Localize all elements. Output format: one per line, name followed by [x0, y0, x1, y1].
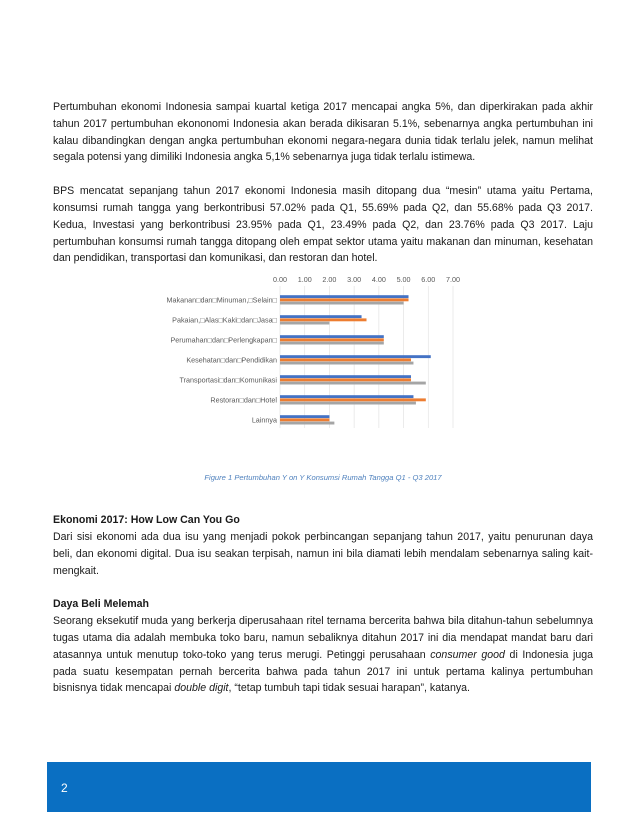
bar-q2: [280, 419, 329, 422]
bar-q3: [280, 342, 384, 345]
x-tick-label: 0.00: [273, 275, 287, 285]
x-tick-label: 6.00: [421, 275, 436, 285]
bar-q3: [280, 362, 413, 365]
x-tick-label: 1.00: [297, 275, 312, 285]
bar-q1: [280, 315, 362, 318]
x-tick-label: 7.00: [446, 275, 460, 285]
bar-q2: [280, 299, 409, 302]
bar-q1: [280, 295, 409, 298]
x-tick-label: 4.00: [371, 275, 386, 285]
bar-q1: [280, 415, 329, 418]
bar-q3: [280, 422, 334, 425]
x-tick-label: 3.00: [347, 275, 362, 285]
paragraph-economy-2017: Dari sisi ekonomi ada dua isu yang menjadi pokok perbincangan sepanjang tahun 2017, yaitu penurunan daya beli, dan ekonomi digital. Dua isu seakan terpisah, namun ini bila diamati lebih mendalam sebenarnya saling kait-mengkait.: [53, 530, 593, 577]
bar-q2: [280, 379, 411, 382]
category-label: Makanan□dan□Minuman,□Selain□: [166, 295, 277, 305]
emphasis-double-digit: double digit: [174, 682, 229, 695]
bar-q3: [280, 302, 404, 305]
paragraph-purchasing-power: [53, 613, 593, 697]
text-part-3: , “tetap tumbuh tapi tidak sesuai harapan”, katanya.: [228, 682, 470, 695]
page-number: 2: [61, 781, 68, 795]
x-tick-label: 5.00: [396, 275, 411, 285]
consumption-growth-chart: [53, 267, 593, 472]
bar-q3: [280, 402, 416, 405]
paragraph-bps: BPS mencatat sepanjang tahun 2017 ekonomi Indonesia masih ditopang dua “mesin” utama yaitu Pertama, konsumsi rumah tangga yang berkontribusi 57.02% pada Q1, 55.69% pada Q2, dan 55.68% pada Q3 2017. Kedua, Investasi yang berkontribusi 23.95% pada Q1, 23.49% pada Q2, dan 23.76% pada Q3 2017. Laju pertumbuhan konsumsi rumah tangga ditopang oleh empat sektor utama yaitu makanan dan minuman, kesehatan dan pendidikan, transportasi dan komunikasi, dan restoran dan hotel.: [53, 185, 593, 265]
bar-q2: [280, 399, 426, 402]
section-heading-purchasing-power: Daya Beli Melemah: [53, 598, 149, 611]
category-label: Restoran□dan□Hotel: [210, 395, 277, 405]
category-label: Lainnya: [251, 415, 277, 425]
paragraph-growth: Pertumbuhan ekonomi Indonesia sampai kuartal ketiga 2017 mencapai angka 5%, dan diperkirakan pada akhir tahun 2017 pertumbuhan ekononomi Indonesia akan berada dikisaran 5.1%, sebenarnya angka pertumbuhan ini kalau dibandingkan dengan angka pertumbuhan ekonomi negara-negara dunia tidak terlalu jelek, namun melihat segala potensi yang dimiliki Indonesia angka 5,1% sebenarnya juga tidak terlalu istimewa.: [53, 101, 593, 164]
bar-q2: [280, 319, 367, 322]
chart-svg: [53, 267, 593, 472]
bar-q2: [280, 339, 384, 342]
category-label: Transportasi□dan□Komunikasi: [179, 375, 277, 385]
bar-q1: [280, 375, 411, 378]
bar-q3: [280, 322, 329, 325]
page-content: [53, 99, 593, 697]
bar-q2: [280, 359, 411, 362]
bar-q3: [280, 382, 426, 385]
bar-q1: [280, 355, 431, 358]
category-label: Kesehatan□dan□Pendidikan: [186, 355, 277, 365]
category-label: Perumahan□dan□Perlengkapan□: [170, 335, 277, 345]
text-part-1: Seorang eksekutif muda yang berkerja diperusahaan ritel ternama bercerita bahwa bila ditahun-tahun sebelumnya tugas utama dia adalah membuka toko baru, namun sebaliknya ditahun 2017 ini dia mendapat mandat baru dari atasannya untuk menutup toko-toko yang terus merugi. Petinggi perusahaan: [53, 615, 593, 661]
text-part-2: di Indonesia juga pada suatu kesempatan pernah bercerita bahwa pada tahun 2017 ini untuk pertama kalinya pertumbuhan bisnisnya tidak mencapai: [53, 648, 593, 695]
footer-bar: [47, 762, 591, 812]
category-label: Pakaian,□Alas□Kaki□dan□Jasa□: [172, 315, 277, 325]
x-tick-label: 2.00: [322, 275, 337, 285]
figure-caption: Figure 1 Pertumbuhan Y on Y Konsumsi Rumah Tangga Q1 - Q3 2017: [204, 473, 442, 483]
emphasis-consumer-good: consumer good: [430, 648, 505, 661]
section-heading-economy-2017: Ekonomi 2017: How Low Can You Go: [53, 514, 240, 527]
bar-q1: [280, 395, 413, 398]
bar-q1: [280, 335, 384, 338]
